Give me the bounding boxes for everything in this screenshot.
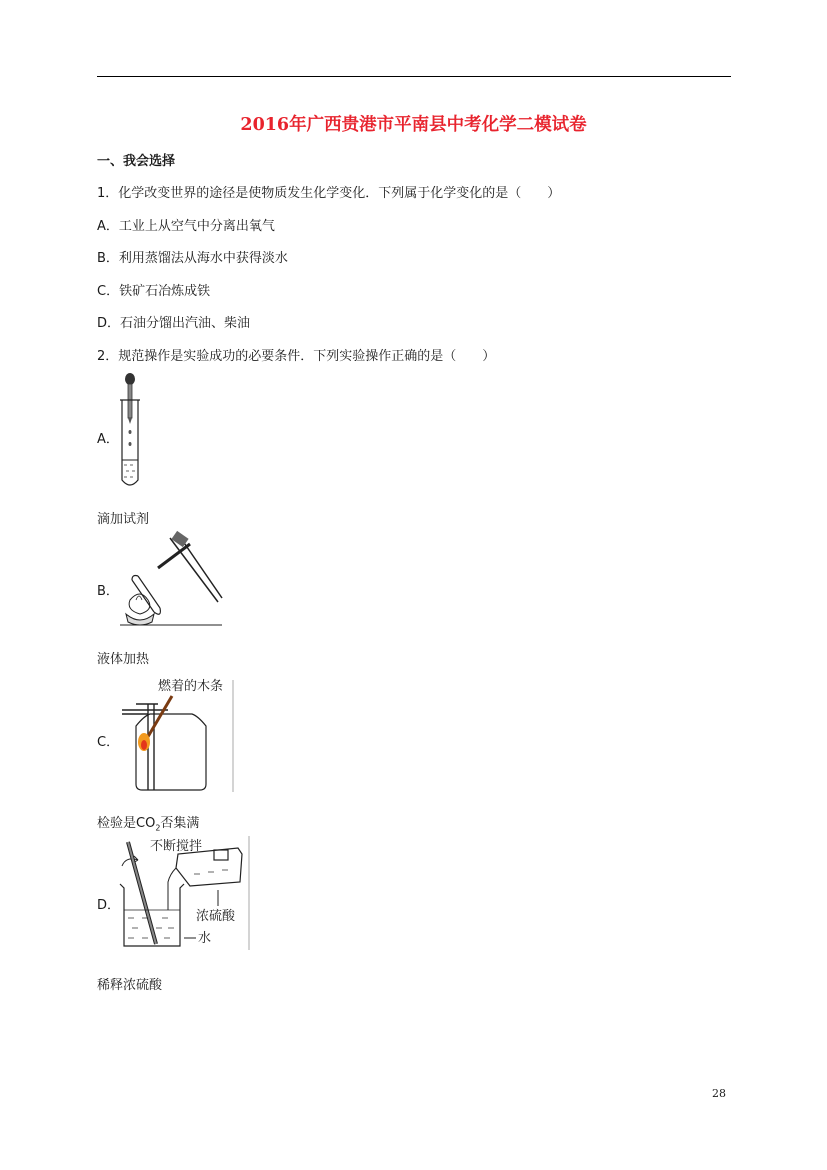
co2-gas-jar-figure [118,674,236,796]
question-1-option-d: D．石油分馏出汽油、柴油 [97,316,251,331]
question-2-option-c-caption: 检验是$CO_2$否集满 [97,816,200,833]
header-rule [97,76,731,77]
liquid-heating-figure [118,530,224,628]
question-1-option-c: C．铁矿石冶炼成铁 [97,284,211,299]
burning-stick-label: 燃着的木条 [158,679,224,694]
dilute-sulfuric-acid-figure [118,834,252,952]
question-2-option-b-letter: B． [97,584,119,599]
question-2-option-a-caption: 滴加试剂 [97,512,150,527]
question-2-option-b-caption: 液体加热 [97,652,150,667]
document-title: 2016年广西贵港市平南县中考化学二模试卷 [240,115,587,135]
question-2-option-d-caption: 稀释浓硫酸 [97,978,163,993]
question-2-stem: 2．规范操作是实验成功的必要条件．下列实验操作正确的是（ ） [97,349,496,364]
page-number: 28 [712,1087,726,1100]
acid-label: 浓硫酸 [196,909,236,924]
question-2-option-c-letter: C． [97,735,120,750]
question-2-option-a-letter: A． [97,432,119,447]
question-1-option-b: B．利用蒸馏法从海水中获得淡水 [97,251,288,266]
section-heading: 一、我会选择 [97,154,176,169]
question-2-option-d-letter: D． [97,898,121,913]
water-label: 水 [198,931,212,946]
dropper-test-tube-figure [118,368,148,492]
question-1-option-a: A．工业上从空气中分离出氧气 [97,219,275,234]
question-1-stem: 1．化学改变世界的途径是使物质发生化学变化．下列属于化学变化的是（ ） [97,186,561,201]
stir-label: 不断搅拌 [150,839,203,854]
